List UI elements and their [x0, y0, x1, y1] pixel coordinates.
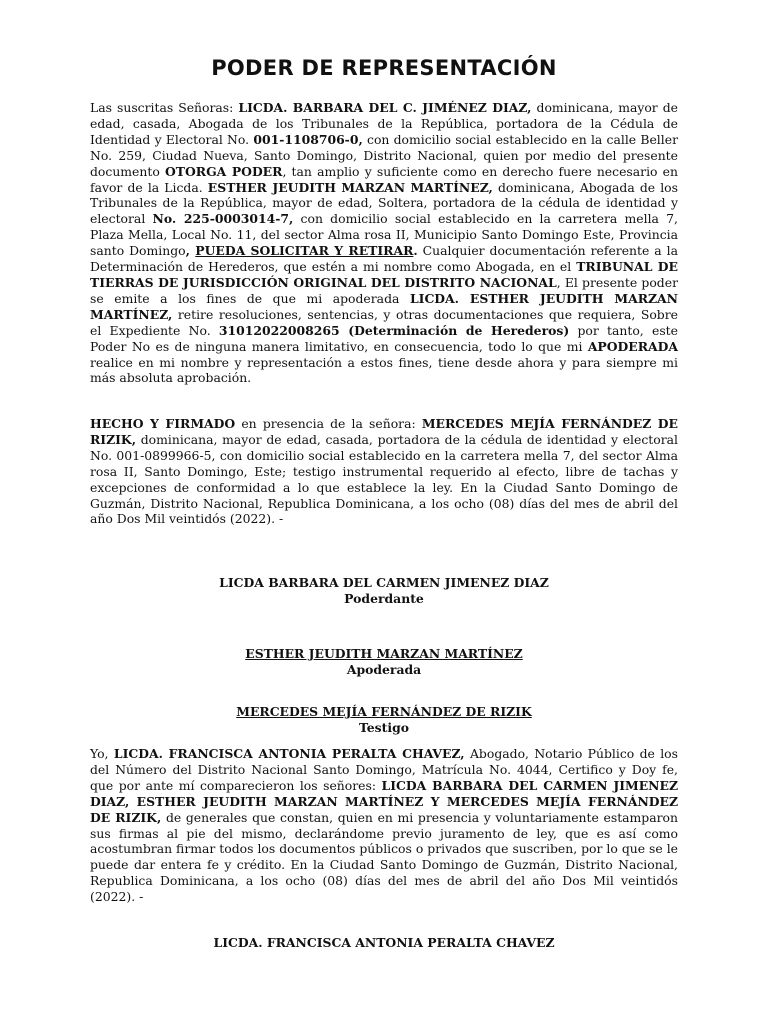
text: dominicana, mayor de edad, casada, portadora de la cédula de identidad y electoral No. 001-0899966-5, con domicilio social establecido en la carretera mella 7, del sector Alma rosa II, Santo Domingo, Este; testigo instrumental requerido al efecto, libre de tachas y excepciones de conformidad a lo que establece la ley. En la Ciudad Santo Domingo de Guzmán, Distrito Nacional, Republica Dominicana, a los ocho (08) días del mes de abril del año Dos Mil veintidós (2022). -: [90, 431, 678, 527]
bold-text: LICDA. BARBARA DEL C. JIMÉNEZ DIAZ,: [238, 100, 532, 115]
text: retire resoluciones, sentencias, y otras documentaciones que requiera, Sobre el Expediente No.: [90, 306, 678, 338]
bold-text: ,: [185, 243, 196, 259]
text: realice en mi nombre y representación a estos fines, tiene desde ahora y para siempre mi más absoluta aprobación.: [90, 354, 678, 386]
bold-text: .: [413, 243, 418, 259]
bold-text: MERCEDES MEJÍA FERNÁNDEZ DE RIZIK,: [90, 416, 678, 447]
signature-role: Poderdante: [344, 591, 424, 606]
text: con domicilio social establecido en la calle Beller No. 259, Ciudad Nueva, Santo Domingo, Distrito Nacional, quien por medio del presente documento: [90, 131, 678, 179]
text: , tan amplio y suficiente como en derecho fuere necesario en favor de la Licda.: [90, 163, 678, 195]
bold-text: OTORGA PODER: [164, 163, 283, 179]
bold-text: LICDA. FRANCISCA ANTONIA PERALTA CHAVEZ,: [113, 746, 465, 761]
text: Las suscritas Señoras:: [90, 100, 239, 115]
text: Abogado, Notario Público de los del Número del Distrito Nacional Santo Domingo, Matrícula No. 4044, Certifico y Doy fe, que por ante mí comparecieron los señores:: [90, 746, 678, 793]
text: dominicana, mayor de edad, casada, Abogada de los Tribunales de la República, portadora de la Cédula de Identidad y Electoral No.: [90, 100, 678, 147]
text: dominicana, Abogada de los Tribunales de la República, mayor de edad, Soltera, portadora de la cédula de identidad y electoral: [90, 179, 678, 227]
text: Cualquier documentación referente a la Determinación de Herederos, que estén a mi nombre como Abogada, en el: [90, 243, 678, 275]
underlined-bold-text: PUEDA SOLICITAR Y RETIRAR: [195, 243, 414, 259]
text: de generales que constan, quien en mi presencia y voluntariamente estamparon sus firmas al pie del mismo, declarándome previo juramento de ley, que es así como acostumbran firmar todos los documentos públicos o privados que suscriben, por lo que se le puede dar entera fe y crédito. En la Ciudad Santo Domingo de Guzmán, Distrito Nacional, Republica Dominicana, a los ocho (08) días del mes de abril del año Dos Mil veintidós (2022). -: [90, 809, 678, 905]
signature-block-testigo: [0, 704, 768, 736]
text: en presencia de la señora:: [235, 416, 422, 431]
bold-text: LICDA. ESTHER JEUDITH MARZAN MARTÍNEZ,: [90, 290, 678, 322]
text: con domicilio social establecido en la carretera mella 7, Plaza Mella, Local No. 11, del sector Alma rosa II, Municipio Santo Domingo Este, Provincia santo Domingo: [90, 211, 678, 259]
bold-text: ESTHER JEUDITH MARZAN MARTÍNEZ,: [207, 179, 493, 195]
text: Yo,: [90, 746, 114, 761]
signature-name: LICDA BARBARA DEL CARMEN JIMENEZ DIAZ: [219, 575, 549, 590]
bold-text: APODERADA: [587, 338, 678, 354]
bold-text: 31012022008265 (Determinación de Herederos): [218, 322, 570, 338]
bold-text: TRIBUNAL DE TIERRAS DE JURISDICCIÓN ORIGINAL DEL DISTRITO NACIONAL: [90, 259, 678, 290]
signature-name: ESTHER JEUDITH MARZAN MARTÍNEZ: [245, 646, 523, 661]
signature-block-poderdante: [0, 575, 768, 607]
signature-name: MERCEDES MEJÍA FERNÁNDEZ DE RIZIK: [236, 704, 532, 719]
bold-text: HECHO Y FIRMADO: [90, 416, 236, 431]
paragraph-notary-certification: [90, 746, 678, 905]
paragraph-hecho-y-firmado: [90, 416, 678, 527]
signature-block-notary: [0, 935, 768, 951]
signature-name: LICDA. FRANCISCA ANTONIA PERALTA CHAVEZ: [213, 935, 555, 950]
text: , El presente poder se emite a los fines de que mi apoderada: [90, 274, 678, 306]
signature-role: Testigo: [358, 720, 409, 735]
signature-block-apoderada: [0, 646, 768, 678]
paragraph-poder: [90, 100, 678, 386]
text: por tanto, este Poder No es de ninguna manera limitativo, en consecuencia, todo lo que mi: [90, 322, 678, 354]
bold-text: LICDA BARBARA DEL CARMEN JIMENEZ DIAZ, ESTHER JEUDITH MARZAN MARTÍNEZ Y MERCEDES MEJÍA FERNÁNDEZ DE RIZIK,: [90, 777, 678, 825]
bold-text: No. 225-0003014-7,: [152, 211, 294, 227]
bold-text: 001-1108706-0,: [253, 131, 363, 147]
signature-role: Apoderada: [346, 662, 422, 677]
document-title: PODER DE REPRESENTACIÓN: [211, 56, 557, 80]
